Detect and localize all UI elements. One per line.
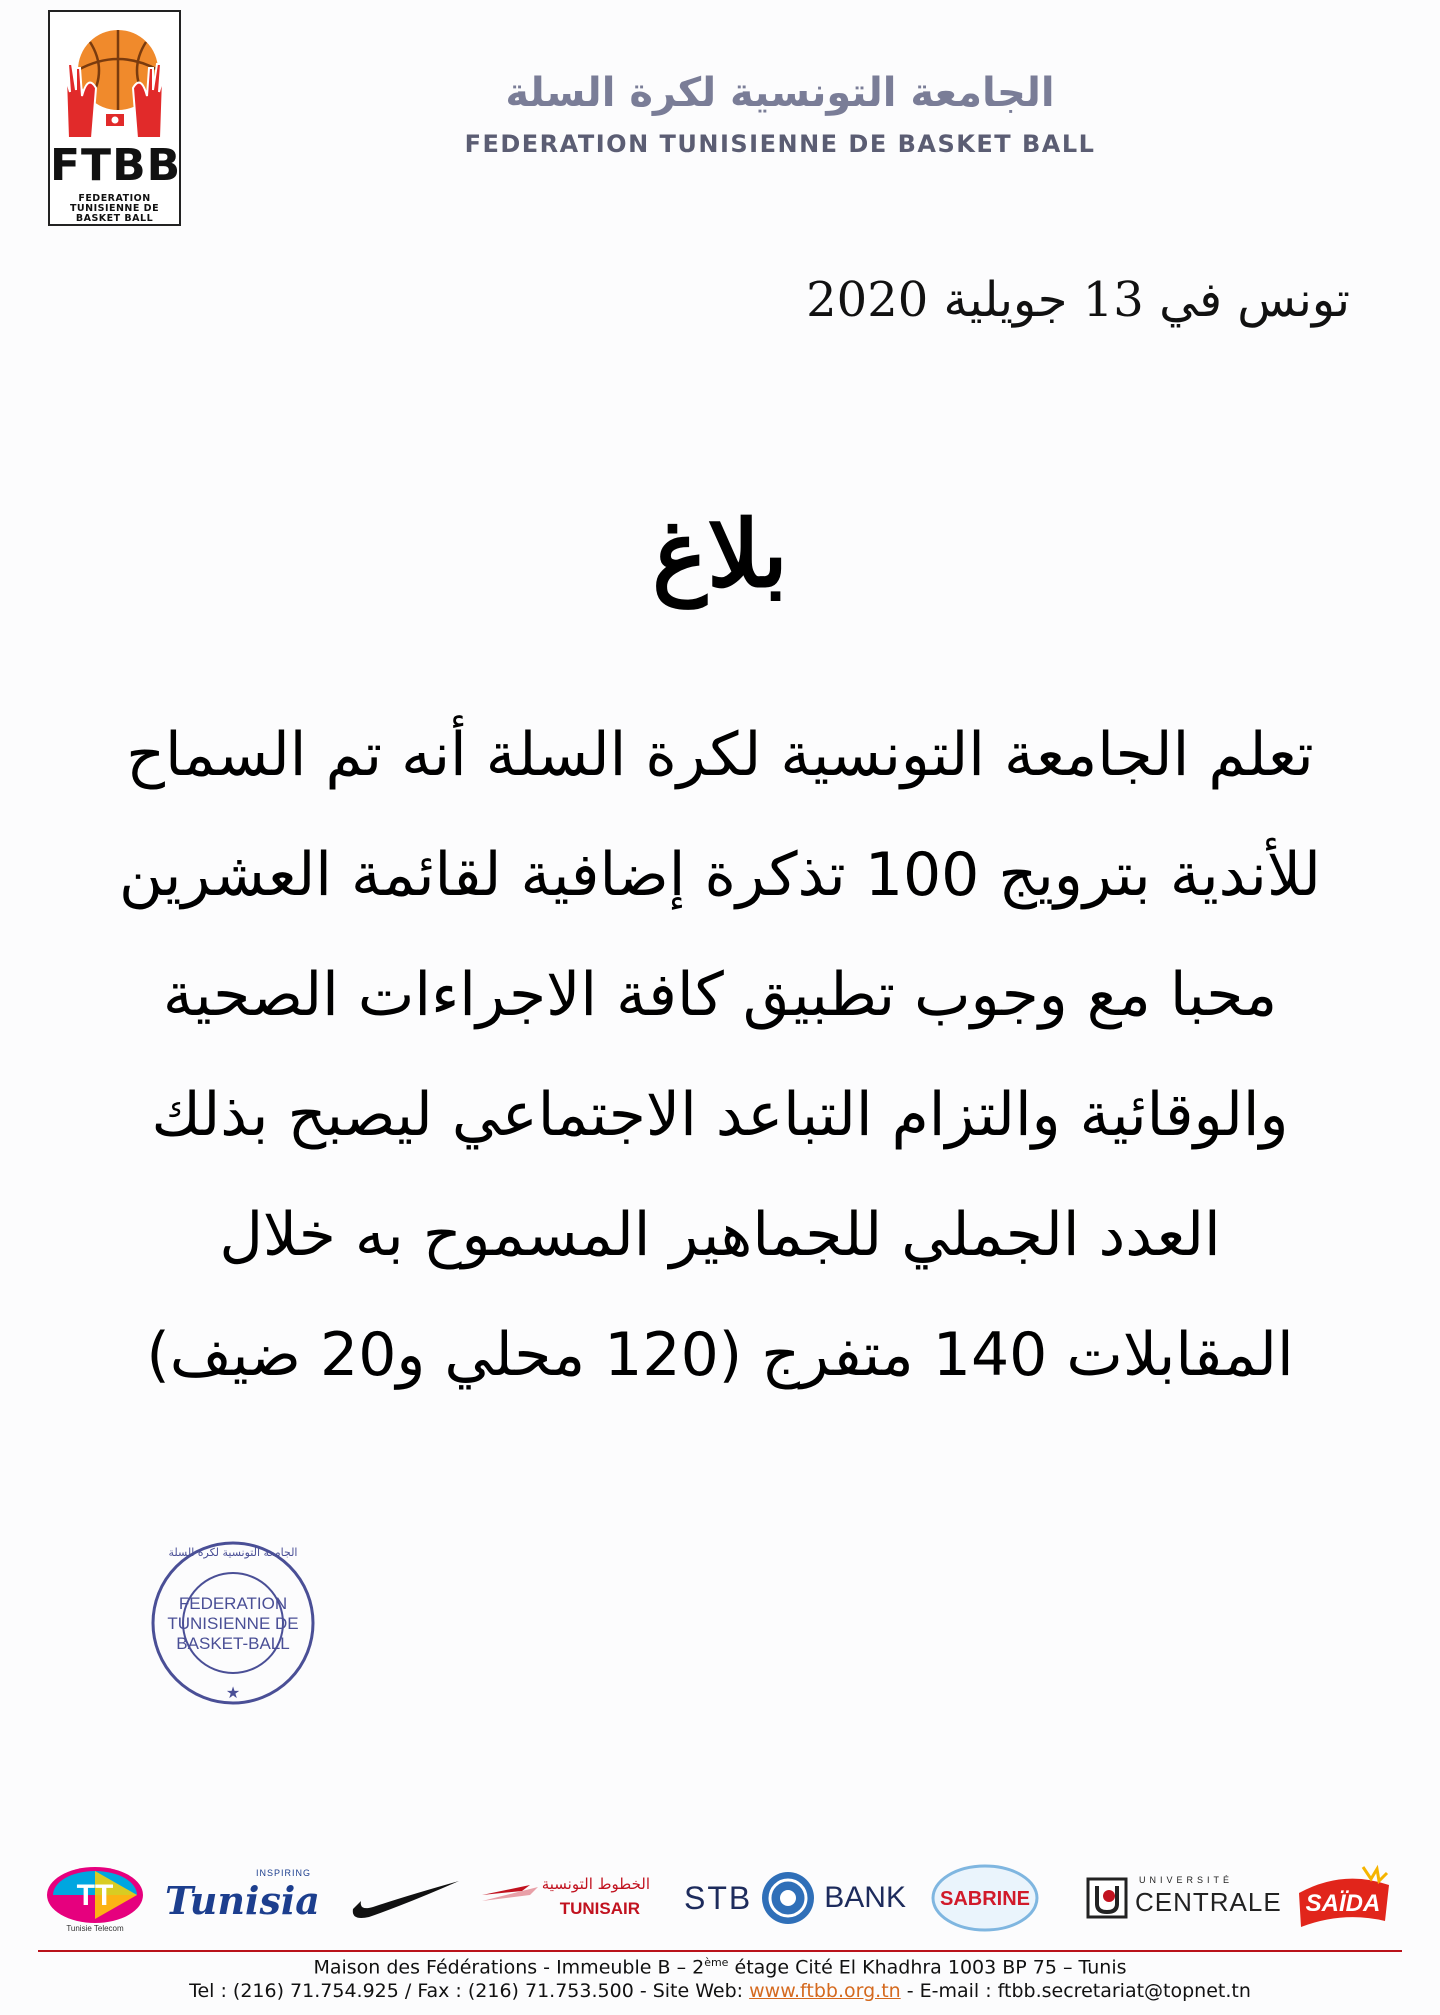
sponsor-tunisie-telecom [40, 1858, 150, 1938]
sponsor-stb-bank [680, 1858, 910, 1938]
sponsor-saida [1290, 1858, 1395, 1938]
sponsor-label: CENTRALE [1135, 1887, 1282, 1917]
tunisair-wing-icon [480, 1881, 540, 1905]
sponsor-sabrine [925, 1858, 1045, 1938]
tunisie-telecom-logo-icon [43, 1863, 147, 1933]
sabrine-logo-icon [929, 1863, 1041, 1933]
sponsor-sub: INSPIRING [255, 1868, 311, 1878]
logo-sub-line: BASKET BALL [75, 213, 154, 224]
address-text: Maison des Fédérations - Immeuble B – 2 [313, 1956, 705, 1979]
sponsor-sub: BANK [824, 1881, 906, 1914]
universite-centrale-emblem-icon [1085, 1876, 1129, 1920]
official-stamp [148, 1538, 318, 1708]
sponsor-tunisair [480, 1858, 660, 1938]
stamp-arabic-arc: الجامعة التونسية لكرة السلة [168, 1546, 298, 1559]
sponsor-sub: UNIVERSITÉ [1139, 1875, 1234, 1885]
sponsor-logos [40, 1858, 1400, 1938]
stamp-line: BASKET-BALL [176, 1634, 290, 1653]
stamp-text [148, 1594, 318, 1654]
svg-text:★: ★ [225, 1683, 241, 1702]
body-line: محبا مع وجوب تطبيق كافة الاجراءات الصحية [162, 960, 1278, 1030]
stb-emblem-icon [760, 1870, 816, 1926]
federation-name-arabic: الجامعة التونسية لكرة السلة [505, 70, 1055, 116]
saida-logo-icon [1293, 1863, 1393, 1933]
logo-subtitle [50, 194, 179, 224]
footer-divider [38, 1950, 1402, 1952]
sponsor-label: TUNISAIR [559, 1899, 640, 1918]
body-line: للأندية بترويج 100 تذكرة إضافية لقائمة العشرين [119, 840, 1321, 910]
ftbb-logo [48, 10, 181, 226]
footer-contact [0, 1980, 1440, 2002]
stamp-line: TUNISIENNE DE [167, 1614, 299, 1633]
address-text-rest: étage Cité El Khadhra 1003 BP 75 – Tunis [728, 1956, 1127, 1979]
address-superscript: ème [704, 1956, 729, 1969]
sponsor-sub: الخطوط التونسية [541, 1875, 650, 1893]
website-link[interactable]: www.ftbb.org.tn [749, 1980, 901, 2002]
nike-swoosh-icon [349, 1873, 461, 1923]
sponsor-nike [345, 1858, 465, 1938]
sponsor-label: SABRINE [939, 1888, 1031, 1910]
body-line: والوقائية والتزام التباعد الاجتماعي ليصبح بذلك [151, 1080, 1289, 1150]
stamp-line: FEDERATION [178, 1594, 288, 1613]
sponsor-label: STB [684, 1879, 753, 1916]
contact-phone-fax: Tel : (216) 71.754.925 / Fax : (216) 71.753.500 - Site Web: [189, 1980, 750, 2002]
sponsor-tunisia [165, 1858, 320, 1938]
sponsor-label: TT [76, 1879, 114, 1912]
contact-email: - E-mail : ftbb.secretariat@topnet.tn [900, 1980, 1251, 2002]
sponsor-label: Tunisia [165, 1878, 320, 1923]
logo-sub-line: FEDERATION [78, 193, 151, 204]
body-line: المقابلات 140 متفرج (120 محلي و20 ضيف) [146, 1320, 1294, 1390]
document-date: تونس في 13 جويلية 2020 [806, 272, 1350, 328]
body-line: تعلم الجامعة التونسية لكرة السلة أنه تم السماح [126, 720, 1314, 790]
sponsor-universite-centrale [1085, 1858, 1282, 1938]
sponsor-label: SAÏDA [1305, 1890, 1380, 1917]
federation-name-french: FEDERATION TUNISIENNE DE BASKET BALL [464, 130, 1096, 158]
basketball-hands-icon [58, 18, 171, 140]
announcement-body [40, 695, 1400, 1415]
sponsor-sub: Tunisie Telecom [66, 1924, 124, 1933]
announcement-heading: بلاغ [652, 500, 788, 608]
body-line: العدد الجملي للجماهير المسموح به خلال [219, 1200, 1221, 1270]
logo-sub-line: TUNISIENNE DE [69, 203, 160, 214]
logo-mark: FTBB [50, 140, 182, 191]
footer-address [0, 1956, 1440, 1978]
